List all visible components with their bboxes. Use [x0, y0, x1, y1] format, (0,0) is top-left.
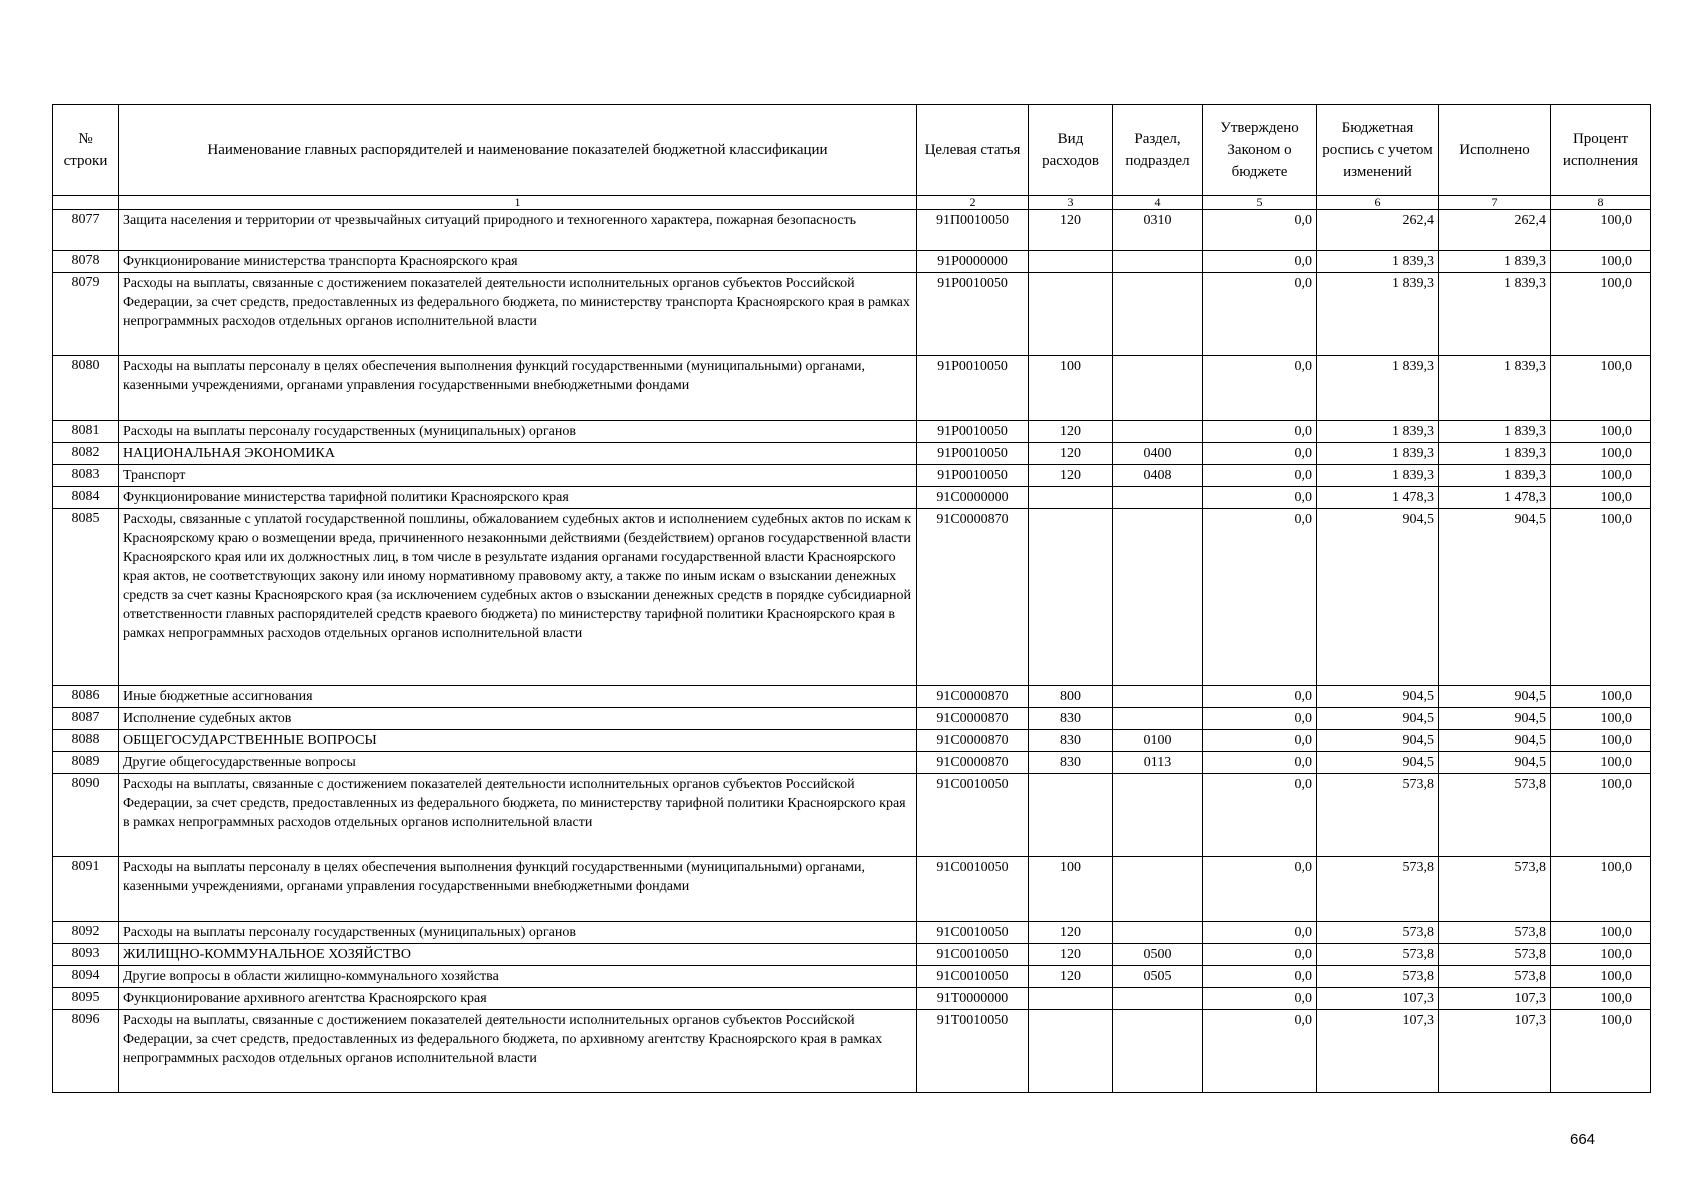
row-expense-type: 120	[1029, 421, 1113, 443]
header-expense-type: Вид расходов	[1029, 105, 1113, 196]
row-name: Расходы на выплаты персоналу в целях обеспечения выполнения функций государственными (муниципальными) органами, казенными учреждениями, органами управления государственными внебюджетными фондами	[119, 356, 917, 421]
row-approved: 0,0	[1203, 944, 1317, 966]
column-number: 2	[917, 196, 1029, 210]
row-number: 8087	[53, 708, 119, 730]
row-expense-type: 830	[1029, 708, 1113, 730]
row-budget: 573,8	[1317, 966, 1439, 988]
row-number: 8079	[53, 273, 119, 356]
row-section	[1113, 421, 1203, 443]
column-number: 7	[1439, 196, 1551, 210]
row-budget: 1 839,3	[1317, 273, 1439, 356]
column-number: 8	[1551, 196, 1651, 210]
table-row	[53, 944, 1651, 966]
row-expense-type	[1029, 487, 1113, 509]
row-number: 8077	[53, 210, 119, 251]
table-row	[53, 966, 1651, 988]
row-expense-type: 120	[1029, 944, 1113, 966]
row-approved: 0,0	[1203, 1010, 1317, 1093]
row-name: Другие общегосударственные вопросы	[119, 752, 917, 774]
column-number: 1	[119, 196, 917, 210]
table-row	[53, 857, 1651, 922]
row-approved: 0,0	[1203, 730, 1317, 752]
row-executed: 573,8	[1439, 966, 1551, 988]
row-section: 0500	[1113, 944, 1203, 966]
row-budget: 1 839,3	[1317, 421, 1439, 443]
row-approved: 0,0	[1203, 966, 1317, 988]
row-section	[1113, 509, 1203, 686]
row-target-article: 91Т0010050	[917, 1010, 1029, 1093]
row-section: 0408	[1113, 465, 1203, 487]
row-name: Расходы на выплаты, связанные с достижением показателей деятельности исполнительных органов субъектов Российской Федерации, за счет средств, предоставленных из федерального бюджета, по министерству транспорта Красноярского края в рамках непрограммных расходов отдельных органов исполнительной власти	[119, 273, 917, 356]
row-percent: 100,0	[1551, 686, 1651, 708]
row-expense-type	[1029, 774, 1113, 857]
table-row	[53, 273, 1651, 356]
row-name: ОБЩЕГОСУДАРСТВЕННЫЕ ВОПРОСЫ	[119, 730, 917, 752]
header-row-no: № строки	[53, 105, 119, 196]
row-approved: 0,0	[1203, 857, 1317, 922]
row-expense-type: 830	[1029, 752, 1113, 774]
row-expense-type	[1029, 273, 1113, 356]
table-header-row	[53, 105, 1651, 196]
row-budget: 573,8	[1317, 944, 1439, 966]
row-executed: 573,8	[1439, 857, 1551, 922]
row-name: Исполнение судебных актов	[119, 708, 917, 730]
row-percent: 100,0	[1551, 251, 1651, 273]
row-number: 8078	[53, 251, 119, 273]
row-executed: 1 839,3	[1439, 273, 1551, 356]
table-row	[53, 988, 1651, 1010]
row-target-article: 91С0000870	[917, 730, 1029, 752]
row-number: 8081	[53, 421, 119, 443]
row-budget: 1 839,3	[1317, 465, 1439, 487]
row-number: 8088	[53, 730, 119, 752]
row-budget: 573,8	[1317, 922, 1439, 944]
row-budget: 107,3	[1317, 988, 1439, 1010]
row-approved: 0,0	[1203, 210, 1317, 251]
row-approved: 0,0	[1203, 487, 1317, 509]
row-percent: 100,0	[1551, 465, 1651, 487]
column-number: 6	[1317, 196, 1439, 210]
row-name: Функционирование архивного агентства Красноярского края	[119, 988, 917, 1010]
row-percent: 100,0	[1551, 944, 1651, 966]
header-percent: Процент исполнения	[1551, 105, 1651, 196]
table-row	[53, 487, 1651, 509]
row-target-article: 91С0000870	[917, 686, 1029, 708]
row-budget: 107,3	[1317, 1010, 1439, 1093]
row-target-article: 91Р0000000	[917, 251, 1029, 273]
row-approved: 0,0	[1203, 465, 1317, 487]
row-name: НАЦИОНАЛЬНАЯ ЭКОНОМИКА	[119, 443, 917, 465]
row-section	[1113, 356, 1203, 421]
row-executed: 262,4	[1439, 210, 1551, 251]
row-name: Расходы на выплаты персоналу государственных (муниципальных) органов	[119, 421, 917, 443]
row-approved: 0,0	[1203, 708, 1317, 730]
row-percent: 100,0	[1551, 857, 1651, 922]
row-section: 0113	[1113, 752, 1203, 774]
row-number: 8093	[53, 944, 119, 966]
row-section	[1113, 273, 1203, 356]
row-executed: 573,8	[1439, 944, 1551, 966]
row-executed: 1 839,3	[1439, 443, 1551, 465]
row-expense-type: 830	[1029, 730, 1113, 752]
budget-table-sheet	[52, 104, 1639, 1093]
row-target-article: 91С0000870	[917, 509, 1029, 686]
table-row	[53, 421, 1651, 443]
row-expense-type: 120	[1029, 465, 1113, 487]
row-executed: 1 839,3	[1439, 421, 1551, 443]
table-row	[53, 1010, 1651, 1093]
row-approved: 0,0	[1203, 251, 1317, 273]
row-section	[1113, 922, 1203, 944]
row-target-article: 91С0010050	[917, 966, 1029, 988]
row-target-article: 91С0000870	[917, 752, 1029, 774]
row-expense-type: 120	[1029, 443, 1113, 465]
row-target-article: 91Р0010050	[917, 465, 1029, 487]
row-section	[1113, 857, 1203, 922]
table-row	[53, 465, 1651, 487]
row-budget: 1 839,3	[1317, 356, 1439, 421]
row-name: Расходы на выплаты персоналу в целях обеспечения выполнения функций государственными (муниципальными) органами, казенными учреждениями, органами управления государственными внебюджетными фондами	[119, 857, 917, 922]
row-budget: 262,4	[1317, 210, 1439, 251]
row-approved: 0,0	[1203, 752, 1317, 774]
row-name: Функционирование министерства тарифной политики Красноярского края	[119, 487, 917, 509]
row-expense-type	[1029, 988, 1113, 1010]
table-row	[53, 509, 1651, 686]
table-row	[53, 752, 1651, 774]
row-number: 8082	[53, 443, 119, 465]
table-row	[53, 730, 1651, 752]
row-executed: 1 839,3	[1439, 465, 1551, 487]
row-number: 8094	[53, 966, 119, 988]
row-number: 8086	[53, 686, 119, 708]
row-budget: 1 839,3	[1317, 251, 1439, 273]
table-row	[53, 774, 1651, 857]
row-executed: 904,5	[1439, 686, 1551, 708]
row-name: Расходы на выплаты, связанные с достижением показателей деятельности исполнительных органов субъектов Российской Федерации, за счет средств, предоставленных из федерального бюджета, по архивному агентству Красноярского края в рамках непрограммных расходов отдельных органов исполнительной власти	[119, 1010, 917, 1093]
row-target-article: 91Р0010050	[917, 356, 1029, 421]
row-target-article: 91Р0010050	[917, 421, 1029, 443]
row-name: Расходы на выплаты, связанные с достижением показателей деятельности исполнительных органов субъектов Российской Федерации, за счет средств, предоставленных из федерального бюджета, по министерству тарифной политики Красноярского края в рамках непрограммных расходов отдельных органов исполнительной власти	[119, 774, 917, 857]
row-section	[1113, 774, 1203, 857]
row-executed: 904,5	[1439, 509, 1551, 686]
row-target-article: 91С0010050	[917, 944, 1029, 966]
table-row	[53, 443, 1651, 465]
row-budget: 1 478,3	[1317, 487, 1439, 509]
row-percent: 100,0	[1551, 210, 1651, 251]
row-target-article: 91П0010050	[917, 210, 1029, 251]
row-target-article: 91Р0010050	[917, 273, 1029, 356]
row-target-article: 91Р0010050	[917, 443, 1029, 465]
header-name: Наименование главных распорядителей и наименование показателей бюджетной классификации	[119, 105, 917, 196]
row-number: 8091	[53, 857, 119, 922]
row-executed: 573,8	[1439, 774, 1551, 857]
row-name: Расходы на выплаты персоналу государственных (муниципальных) органов	[119, 922, 917, 944]
row-percent: 100,0	[1551, 421, 1651, 443]
row-percent: 100,0	[1551, 752, 1651, 774]
budget-execution-table	[52, 104, 1651, 1093]
row-budget: 904,5	[1317, 730, 1439, 752]
row-percent: 100,0	[1551, 730, 1651, 752]
row-percent: 100,0	[1551, 487, 1651, 509]
row-target-article: 91С0010050	[917, 922, 1029, 944]
row-executed: 904,5	[1439, 708, 1551, 730]
row-number: 8095	[53, 988, 119, 1010]
row-budget: 904,5	[1317, 686, 1439, 708]
row-number: 8083	[53, 465, 119, 487]
table-row	[53, 686, 1651, 708]
row-percent: 100,0	[1551, 509, 1651, 686]
row-expense-type: 120	[1029, 210, 1113, 251]
row-budget: 1 839,3	[1317, 443, 1439, 465]
row-target-article: 91Т0000000	[917, 988, 1029, 1010]
row-executed: 107,3	[1439, 988, 1551, 1010]
row-section	[1113, 988, 1203, 1010]
row-percent: 100,0	[1551, 922, 1651, 944]
row-name: Защита населения и территории от чрезвычайных ситуаций природного и техногенного характера, пожарная безопасность	[119, 210, 917, 251]
row-section	[1113, 686, 1203, 708]
row-executed: 904,5	[1439, 752, 1551, 774]
row-executed: 107,3	[1439, 1010, 1551, 1093]
header-section: Раздел, подраздел	[1113, 105, 1203, 196]
row-name: Другие вопросы в области жилищно-коммунального хозяйства	[119, 966, 917, 988]
row-percent: 100,0	[1551, 774, 1651, 857]
row-expense-type: 800	[1029, 686, 1113, 708]
row-percent: 100,0	[1551, 966, 1651, 988]
table-row	[53, 922, 1651, 944]
page-number: 664	[1570, 1131, 1596, 1148]
row-executed: 1 478,3	[1439, 487, 1551, 509]
table-row	[53, 251, 1651, 273]
row-target-article: 91С0010050	[917, 774, 1029, 857]
row-percent: 100,0	[1551, 708, 1651, 730]
row-percent: 100,0	[1551, 1010, 1651, 1093]
row-expense-type	[1029, 509, 1113, 686]
row-section	[1113, 1010, 1203, 1093]
row-approved: 0,0	[1203, 686, 1317, 708]
row-number: 8089	[53, 752, 119, 774]
row-number: 8085	[53, 509, 119, 686]
row-approved: 0,0	[1203, 509, 1317, 686]
row-percent: 100,0	[1551, 988, 1651, 1010]
row-percent: 100,0	[1551, 356, 1651, 421]
row-name: Расходы, связанные с уплатой государственной пошлины, обжалованием судебных актов и исполнением судебных актов по искам к Красноярскому краю о возмещении вреда, причиненного незаконными действиями (бездействием) органов государственной власти Красноярского края или их должностных лиц, в том числе в результате издания органами государственной власти Красноярского края актов, не соответствующих закону или иному нормативному правовому акту, а также по иным искам о взыскании денежных средств за счет казны Красноярского края (за исключением судебных актов о взыскании денежных средств в порядке субсидиарной ответственности главных распорядителей средств краевого бюджета) по министерству тарифной политики Красноярского края в рамках непрограммных расходов отдельных органов исполнительной власти	[119, 509, 917, 686]
row-percent: 100,0	[1551, 273, 1651, 356]
header-budget-schedule: Бюджетная роспись с учетом изменений	[1317, 105, 1439, 196]
row-approved: 0,0	[1203, 273, 1317, 356]
row-number: 8084	[53, 487, 119, 509]
row-expense-type: 120	[1029, 966, 1113, 988]
column-number: 5	[1203, 196, 1317, 210]
row-target-article: 91С0000870	[917, 708, 1029, 730]
header-approved: Утверждено Законом о бюджете	[1203, 105, 1317, 196]
table-row	[53, 356, 1651, 421]
row-name: Функционирование министерства транспорта Красноярского края	[119, 251, 917, 273]
row-budget: 573,8	[1317, 774, 1439, 857]
row-target-article: 91С0000000	[917, 487, 1029, 509]
row-name: ЖИЛИЩНО-КОММУНАЛЬНОЕ ХОЗЯЙСТВО	[119, 944, 917, 966]
row-expense-type	[1029, 1010, 1113, 1093]
row-number: 8092	[53, 922, 119, 944]
row-name: Транспорт	[119, 465, 917, 487]
column-number: 4	[1113, 196, 1203, 210]
row-budget: 904,5	[1317, 509, 1439, 686]
row-percent: 100,0	[1551, 443, 1651, 465]
row-expense-type: 100	[1029, 857, 1113, 922]
header-executed: Исполнено	[1439, 105, 1551, 196]
row-section: 0400	[1113, 443, 1203, 465]
column-number	[53, 196, 119, 210]
column-number-row	[53, 196, 1651, 210]
row-section	[1113, 487, 1203, 509]
header-target-article: Целевая статья	[917, 105, 1029, 196]
row-expense-type: 100	[1029, 356, 1113, 421]
row-target-article: 91С0010050	[917, 857, 1029, 922]
table-body	[53, 210, 1651, 1093]
row-approved: 0,0	[1203, 421, 1317, 443]
table-row	[53, 708, 1651, 730]
row-approved: 0,0	[1203, 988, 1317, 1010]
row-approved: 0,0	[1203, 356, 1317, 421]
row-budget: 573,8	[1317, 857, 1439, 922]
row-section	[1113, 708, 1203, 730]
row-expense-type	[1029, 251, 1113, 273]
row-approved: 0,0	[1203, 443, 1317, 465]
row-approved: 0,0	[1203, 774, 1317, 857]
table-row	[53, 210, 1651, 251]
row-executed: 1 839,3	[1439, 356, 1551, 421]
row-number: 8080	[53, 356, 119, 421]
row-budget: 904,5	[1317, 752, 1439, 774]
row-executed: 573,8	[1439, 922, 1551, 944]
row-number: 8096	[53, 1010, 119, 1093]
row-section	[1113, 251, 1203, 273]
row-section: 0505	[1113, 966, 1203, 988]
row-section: 0310	[1113, 210, 1203, 251]
row-name: Иные бюджетные ассигнования	[119, 686, 917, 708]
row-approved: 0,0	[1203, 922, 1317, 944]
row-number: 8090	[53, 774, 119, 857]
column-number: 3	[1029, 196, 1113, 210]
row-section: 0100	[1113, 730, 1203, 752]
row-executed: 904,5	[1439, 730, 1551, 752]
row-expense-type: 120	[1029, 922, 1113, 944]
row-budget: 904,5	[1317, 708, 1439, 730]
row-executed: 1 839,3	[1439, 251, 1551, 273]
